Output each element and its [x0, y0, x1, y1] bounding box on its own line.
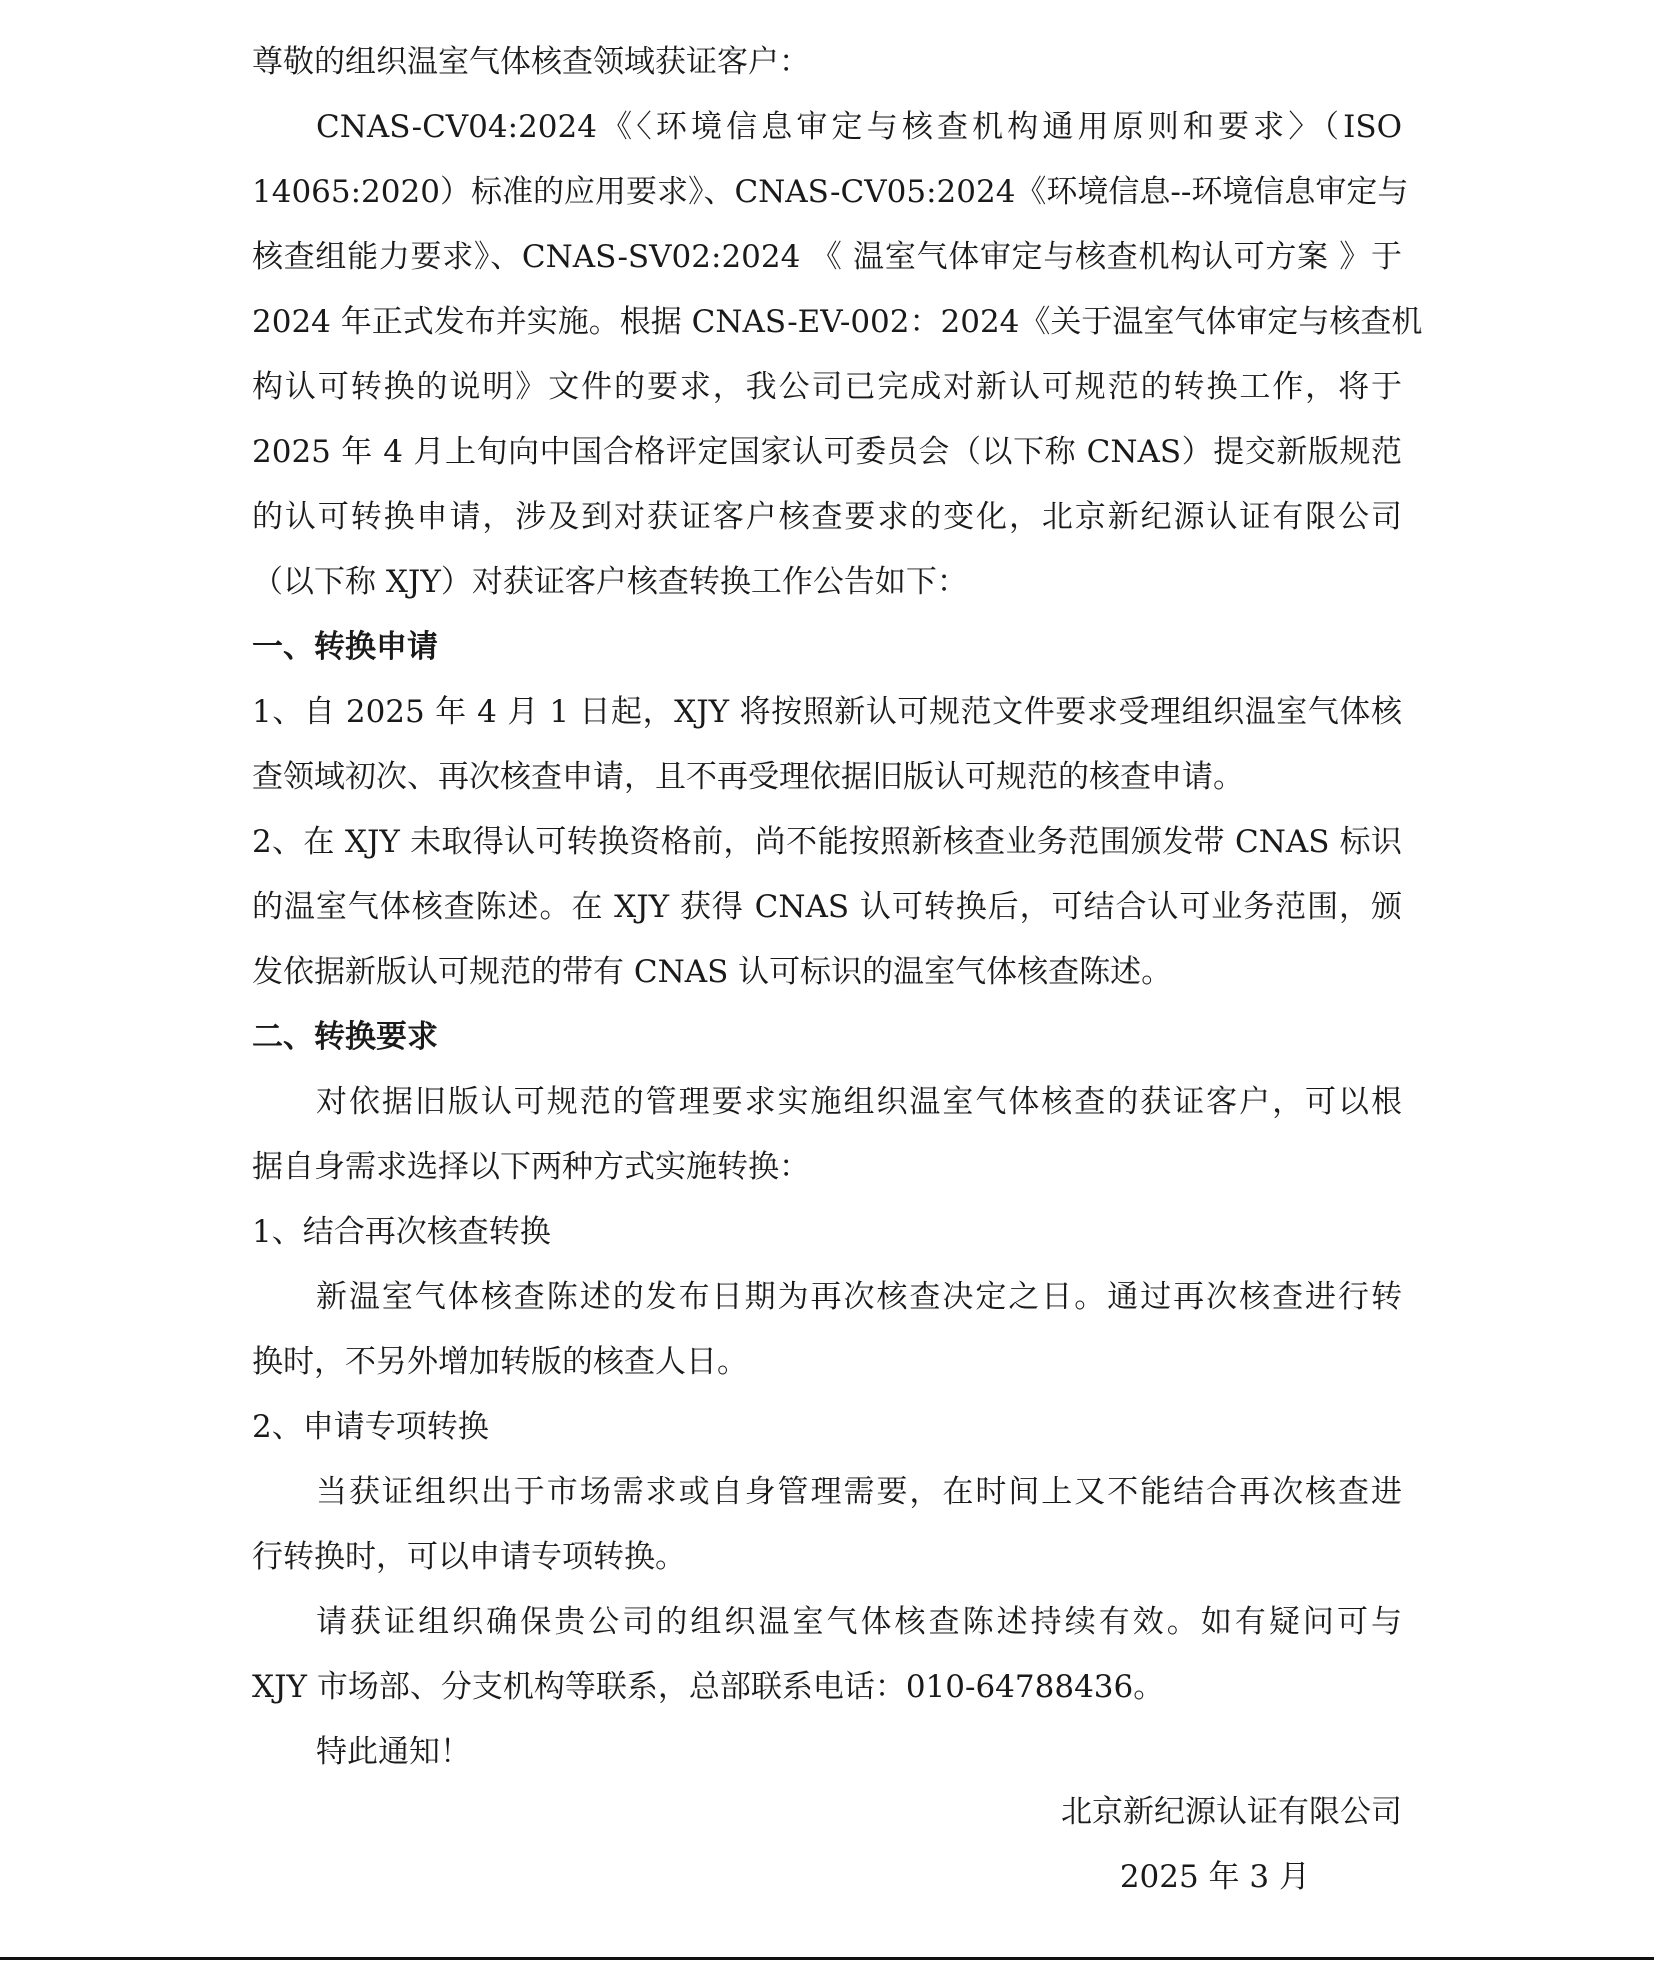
closing-paragraph — [252, 1590, 1402, 1720]
item-line: 行转换时，可以申请专项转换。 — [252, 1539, 686, 1575]
signature-company: 北京新纪源认证有限公司 — [1061, 1794, 1402, 1830]
notice-line: 特此通知！ — [316, 1734, 471, 1770]
intro-line: （以下称 XJY）对获证客户核查转换工作公告如下： — [252, 564, 968, 600]
item-line: 换时，不另外增加转版的核查人日。 — [252, 1344, 748, 1380]
option2-title: 2、申请专项转换 — [252, 1409, 489, 1445]
item-line: 发依据新版认可规范的带有 CNAS 认可标识的温室气体核查陈述。 — [252, 954, 1173, 990]
option2-body — [252, 1460, 1402, 1590]
option1-body — [252, 1265, 1402, 1395]
item-line: 2、在 XJY 未取得认可转换资格前，尚不能按照新核查业务范围颁发带 CNAS 标识 — [252, 824, 1402, 860]
intro-line: 构认可转换的说明》文件的要求，我公司已完成对新认可规范的转换工作，将于 — [252, 369, 1402, 405]
section-heading: 一、转换申请 — [252, 629, 438, 665]
intro-line: CNAS-CV04:2024《〈环境信息审定与核查机构通用原则和要求〉（ISO — [316, 109, 1402, 145]
item-line: 的温室气体核查陈述。在 XJY 获得 CNAS 认可转换后，可结合认可业务范围，颁 — [252, 889, 1402, 925]
section-heading: 二、转换要求 — [252, 1019, 438, 1055]
bottom-divider — [0, 1957, 1654, 1960]
item-line: 新温室气体核查陈述的发布日期为再次核查决定之日。通过再次核查进行转 — [316, 1279, 1402, 1315]
item-line: 对依据旧版认可规范的管理要求实施组织温室气体核查的获证客户，可以根 — [316, 1084, 1402, 1120]
intro-line: 2025 年 4 月上旬向中国合格评定国家认可委员会（以下称 CNAS）提交新版规范 — [252, 434, 1402, 470]
greeting: 尊敬的组织温室气体核查领域获证客户： — [252, 44, 810, 80]
document-body — [252, 30, 1423, 1785]
intro-line: 2024 年正式发布并实施。根据 CNAS-EV-002：2024《关于温室气体审定与核查机 — [252, 304, 1423, 340]
intro-paragraph — [252, 95, 1423, 615]
item-line: 当获证组织出于市场需求或自身管理需要，在时间上又不能结合再次核查进 — [316, 1474, 1402, 1510]
section1-item1 — [252, 680, 1402, 810]
closing-line: XJY 市场部、分支机构等联系，总部联系电话：010-64788436。 — [252, 1669, 1165, 1705]
intro-line: 的认可转换申请，涉及到对获证客户核查要求的变化，北京新纪源认证有限公司 — [252, 499, 1402, 535]
signature-date: 2025 年 3 月 — [1119, 1859, 1310, 1895]
section1-item2 — [252, 810, 1402, 1005]
section2-intro — [252, 1070, 1402, 1200]
item-line: 1、自 2025 年 4 月 1 日起，XJY 将按照新认可规范文件要求受理组织温室气体核 — [252, 694, 1402, 730]
item-line: 查领域初次、再次核查申请，且不再受理依据旧版认可规范的核查申请。 — [252, 759, 1244, 795]
closing-line: 请获证组织确保贵公司的组织温室气体核查陈述持续有效。如有疑问可与 — [316, 1604, 1402, 1640]
item-line: 据自身需求选择以下两种方式实施转换： — [252, 1149, 810, 1185]
option1-title: 1、结合再次核查转换 — [252, 1214, 551, 1250]
intro-line: 核查组能力要求》、CNAS-SV02:2024 《 温室气体审定与核查机构认可方案 》于 — [252, 239, 1402, 275]
intro-line: 14065:2020）标准的应用要求》、CNAS-CV05:2024《环境信息--环境信息审定与 — [252, 174, 1409, 210]
